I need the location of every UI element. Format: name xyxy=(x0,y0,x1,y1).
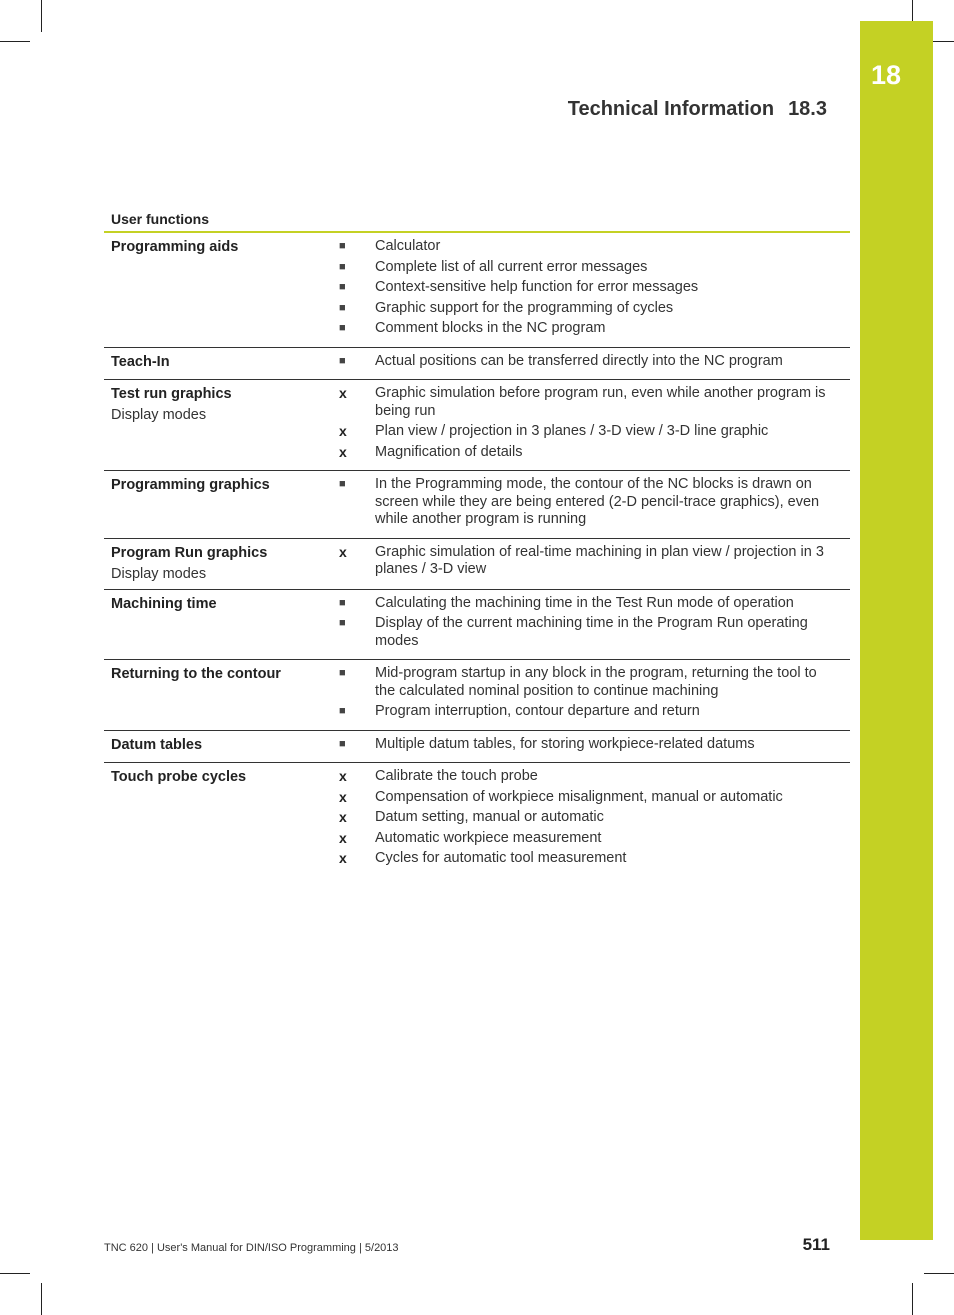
chapter-number: 18 xyxy=(871,60,902,90)
square-bullet-icon: ■ xyxy=(339,478,346,490)
item-text: Compensation of workpiece misalignment, manual or automatic xyxy=(375,788,783,805)
list-item xyxy=(337,279,838,297)
crop-mark xyxy=(924,1273,954,1274)
item-text: Comment blocks in the NC program xyxy=(375,320,606,336)
item-text: Plan view / projection in 3 planes / 3-D view / 3-D line graphic xyxy=(375,423,769,439)
square-bullet-icon: ■ xyxy=(339,705,346,717)
row-items-cell xyxy=(337,733,850,757)
header-title: Technical Information xyxy=(567,98,775,120)
square-bullet-icon: ■ xyxy=(339,240,346,252)
x-marker-icon: x xyxy=(339,385,347,401)
table-row xyxy=(104,471,850,539)
list-item xyxy=(337,768,838,786)
item-text: Graphic simulation before program run, even while another program is being run xyxy=(375,385,826,419)
list-item xyxy=(337,259,838,277)
crop-mark xyxy=(912,1283,913,1315)
table-row xyxy=(104,731,850,764)
item-text: Calculator xyxy=(375,238,441,254)
row-label: Touch probe cycles xyxy=(111,769,247,785)
list-item xyxy=(337,320,838,338)
list-item xyxy=(337,300,838,318)
item-text: Datum setting, manual or automatic xyxy=(375,809,604,825)
square-bullet-icon: ■ xyxy=(339,617,346,629)
row-label: Returning to the contour xyxy=(111,666,281,682)
row-label-cell xyxy=(104,592,337,654)
table-row xyxy=(104,660,850,731)
crop-mark xyxy=(0,41,30,42)
item-text: Context-sensitive help function for error messages xyxy=(375,279,699,295)
square-bullet-icon: ■ xyxy=(339,322,346,334)
crop-mark xyxy=(0,1273,30,1274)
chapter-tab xyxy=(860,21,933,1240)
row-label: Teach-In xyxy=(111,353,170,370)
row-label: Program Run graphics xyxy=(111,544,268,561)
crop-mark xyxy=(41,0,42,32)
header-section: 18.3 xyxy=(788,98,827,120)
table-row xyxy=(104,763,850,877)
row-items-cell xyxy=(337,350,850,374)
table-row xyxy=(104,590,850,661)
square-bullet-icon: ■ xyxy=(339,301,346,314)
row-items-cell xyxy=(337,765,850,871)
item-text: Program interruption, contour departure and return xyxy=(375,703,700,719)
list-item xyxy=(337,736,838,754)
row-sublabel: Display modes xyxy=(111,565,207,582)
item-text: Calibrate the touch probe xyxy=(375,768,538,784)
table-row xyxy=(104,539,850,590)
item-text: Automatic workpiece measurement xyxy=(375,829,602,846)
list-item xyxy=(337,703,838,721)
list-item xyxy=(337,544,838,579)
list-item xyxy=(337,385,838,420)
list-item xyxy=(337,238,838,256)
x-marker-icon: x xyxy=(339,543,347,560)
square-bullet-icon: ■ xyxy=(339,737,346,750)
list-item xyxy=(337,353,838,371)
list-item xyxy=(337,444,838,462)
row-label-cell xyxy=(104,473,337,532)
row-label-cell xyxy=(104,382,337,464)
list-item xyxy=(337,595,838,613)
table-body xyxy=(104,233,850,877)
crop-mark xyxy=(41,1283,42,1315)
table-row xyxy=(104,233,850,348)
row-items-cell xyxy=(337,235,850,341)
list-item xyxy=(337,789,838,807)
user-functions-table xyxy=(104,207,850,877)
list-item xyxy=(337,476,838,529)
row-items-cell xyxy=(337,473,850,532)
list-item xyxy=(337,615,838,650)
page-header xyxy=(568,98,827,121)
row-label: Programming aids xyxy=(111,239,239,255)
row-label: Datum tables xyxy=(111,736,203,753)
x-marker-icon: x xyxy=(339,443,347,460)
row-label-cell xyxy=(104,350,337,374)
row-label: Test run graphics xyxy=(111,386,232,402)
x-marker-icon: x xyxy=(339,768,347,784)
page-number: 511 xyxy=(802,1235,830,1254)
square-bullet-icon: ■ xyxy=(339,596,346,609)
item-text: Cycles for automatic tool measurement xyxy=(375,850,627,866)
square-bullet-icon: ■ xyxy=(339,281,346,293)
item-text: Display of the current machining time in the Program Run operating modes xyxy=(375,615,808,649)
square-bullet-icon: ■ xyxy=(339,354,346,367)
square-bullet-icon: ■ xyxy=(339,667,346,679)
row-items-cell xyxy=(337,382,850,464)
row-items-cell xyxy=(337,541,850,583)
list-item xyxy=(337,423,838,441)
item-text: Complete list of all current error messages xyxy=(375,258,648,275)
x-marker-icon: x xyxy=(339,809,347,825)
item-text: In the Programming mode, the contour of the NC blocks is drawn on screen while they are being entered (2-D pencil-trace graphics), even while another program is running xyxy=(375,476,820,527)
list-item xyxy=(337,809,838,827)
x-marker-icon: x xyxy=(339,829,347,846)
table-row xyxy=(104,380,850,471)
list-item xyxy=(337,665,838,700)
row-label-cell xyxy=(104,733,337,757)
row-label-cell xyxy=(104,541,337,583)
square-bullet-icon: ■ xyxy=(339,260,346,273)
list-item xyxy=(337,850,838,868)
item-text: Mid-program startup in any block in the program, returning the tool to the calculated nominal position to continue machining xyxy=(375,665,817,699)
item-text: Graphic simulation of real-time machining in plan view / projection in 3 planes / 3-D view xyxy=(375,543,824,577)
row-items-cell xyxy=(337,662,850,724)
x-marker-icon: x xyxy=(339,850,347,866)
item-text: Actual positions can be transferred directly into the NC program xyxy=(375,352,783,369)
item-text: Magnification of details xyxy=(375,443,523,460)
row-items-cell xyxy=(337,592,850,654)
footer-text: TNC 620 | User's Manual for DIN/ISO Programming | 5/2013 xyxy=(104,1242,399,1254)
item-text: Multiple datum tables, for storing workpiece-related datums xyxy=(375,735,755,752)
row-label: Programming graphics xyxy=(111,477,270,493)
x-marker-icon: x xyxy=(339,423,347,439)
x-marker-icon: x xyxy=(339,788,347,805)
list-item xyxy=(337,830,838,848)
row-sublabel: Display modes xyxy=(111,407,207,423)
row-label-cell xyxy=(104,662,337,724)
table-row xyxy=(104,348,850,381)
row-label-cell xyxy=(104,765,337,871)
row-label: Machining time xyxy=(111,595,217,612)
row-label-cell xyxy=(104,235,337,341)
table-heading: User functions xyxy=(104,207,850,233)
item-text: Graphic support for the programming of cycles xyxy=(375,299,674,316)
item-text: Calculating the machining time in the Test Run mode of operation xyxy=(375,594,794,611)
